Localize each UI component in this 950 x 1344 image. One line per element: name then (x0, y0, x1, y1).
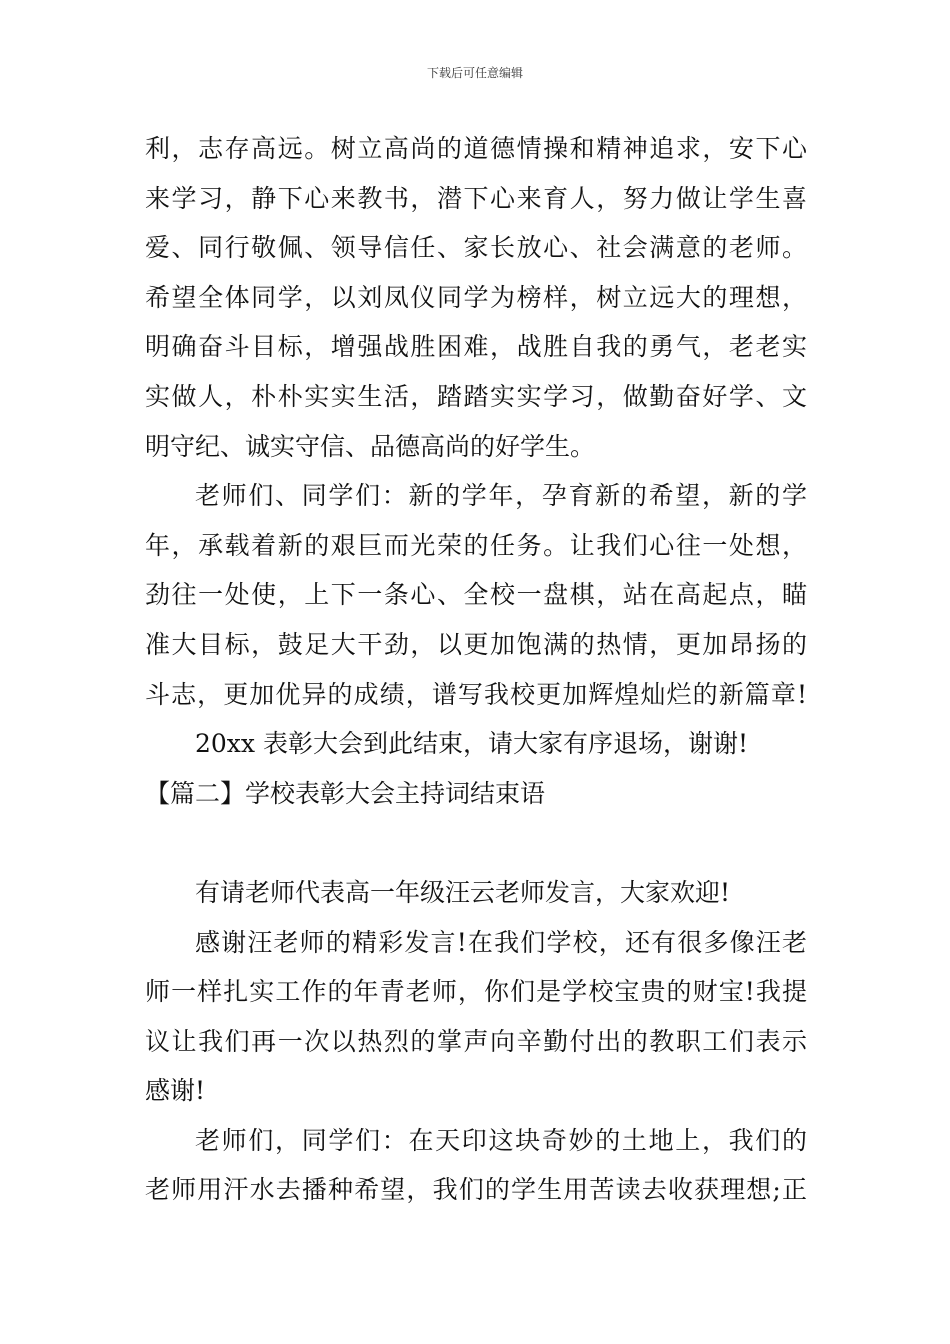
text-line: 感谢汪老师的精彩发言!在我们学校，还有很多像汪老 (195, 927, 807, 957)
text-line: 劲往一处使，上下一条心、全校一盘棋，站在高起点，瞄 (145, 580, 807, 610)
text-line: 年，承载着新的艰巨而光荣的任务。让我们心往一处想， (145, 530, 807, 560)
text-line: 议让我们再一次以热烈的掌声向辛勤付出的教职工们表示 (145, 1026, 807, 1056)
text-line: 感谢! (145, 1076, 206, 1106)
text-line: 希望全体同学，以刘凤仪同学为榜样，树立远大的理想， (145, 282, 807, 312)
text-line: 来学习，静下心来教书，潜下心来育人，努力做让学生喜 (145, 183, 807, 213)
blank-line (145, 818, 807, 868)
text-line: 明守纪、诚实守信、品德高尚的好学生。 (145, 431, 596, 461)
text-line: 实做人，朴朴实实生活，踏踏实实学习，做勤奋好学、文 (145, 381, 807, 411)
text-line: 20xx 表彰大会到此结束，请大家有序退场，谢谢! (195, 729, 749, 759)
text-line: 斗志，更加优异的成绩，谱写我校更加辉煌灿烂的新篇章! (145, 679, 807, 709)
page-header: 下载后可任意编辑 (426, 66, 523, 80)
text-line: 师一样扎实工作的年青老师，你们是学校宝贵的财宝!我提 (145, 977, 807, 1007)
text-line: 准大目标，鼓足大干劲，以更加饱满的热情，更加昂扬的 (145, 629, 807, 659)
text-line: 明确奋斗目标，增强战胜困难，战胜自我的勇气，老老实 (145, 332, 807, 362)
document-body (145, 124, 807, 1215)
text-line: 老师们，同学们：在天印这块奇妙的土地上，我们的 (195, 1125, 807, 1155)
text-line: 老师们、同学们：新的学年，孕育新的希望，新的学 (195, 481, 807, 511)
section-heading: 【篇二】学校表彰大会主持词结束语 (145, 778, 546, 808)
text-line: 利，志存高远。树立高尚的道德情操和精神追求，安下心 (145, 134, 807, 163)
text-line: 老师用汗水去播种希望，我们的学生用苦读去收获理想;正 (145, 1175, 807, 1205)
text-line: 有请老师代表高一年级汪云老师发言，大家欢迎! (195, 877, 731, 907)
text-line: 爱、同行敬佩、领导信任、家长放心、社会满意的老师。 (145, 233, 807, 263)
